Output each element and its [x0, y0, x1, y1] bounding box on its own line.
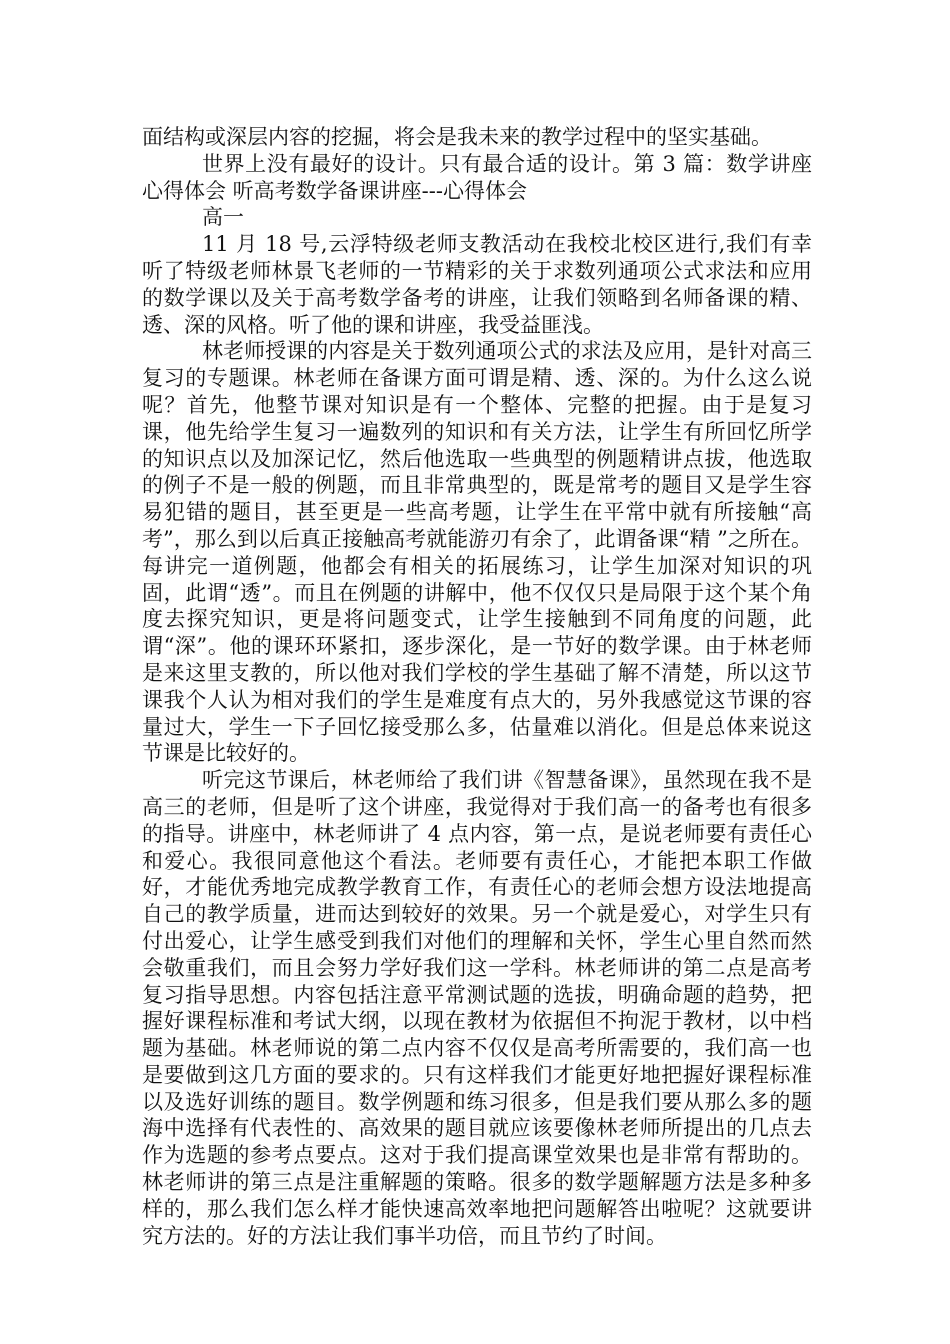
paragraph-grade-label: 高一	[202, 205, 244, 230]
paragraph-lecture-review: 听完这节课后，林老师给了我们讲《智慧备课》，虽然现在我不是高三的老师，但是听了这个讲座，我觉得对于我们高一的备考也有很多的指导。讲座中，林老师讲了 4 点内容，第一点，是说老师要有责任心和爱心。我很同意他这个看法。老师要有责任心，才能把本职工作做好，才能优秀地完成教学教育工作，有责任心的老师会想方设法地提高自己的教学质量，进而达到较好的效果。另一个就是爱心，对学生只有付出爱心，让学生感受到我们对他们的理解和关怀，学生心里自然而然会敬重我们，而且会努力学好我们这一学科。林老师讲的第二点是高考复习指导思想。内容包括注意平常测试题的选拔，明确命题的趋势，把握好课程标准和考试大纲，以现在教材为依据但不拘泥于教材，以中档题为基础。林老师说的第二点内容不仅仅是高考所需要的，我们高一也是要做到这几方面的要求的。只有这样我们才能更好地把握好课程标准以及选好训练的题目。数学例题和练习很多，但是我们要从那么多的题海中选择有代表性的、高效果的题目就应该要像林老师所提出的几点去作为选题的参考点要点。这对于我们提高课堂效果也是非常有帮助的。林老师讲的第三点是注重解题的策略。很多的数学题解题方法是多种多样的，那么我们怎么样才能快速高效率地把问题解答出啦呢？这就要讲究方法的。好的方法让我们事半功倍，而且节约了时间。	[142, 768, 812, 1248]
paragraph-continuation: 面结构或深层内容的挖掘，将会是我未来的教学过程中的坚实基础。	[142, 125, 772, 149]
paragraph-lesson-review: 林老师授课的内容是关于数列通项公式的求法及应用，是针对高三复习的专题课。林老师在备课方面可谓是精、透、深的。为什么这么说呢？首先，他整节课对知识是有一个整体、完整的把握。由于是复习课，他先给学生复习一遍数列的知识和有关方法，让学生有所回忆所学的知识点以及加深记忆，然后他选取一些典型的例题精讲点拔，他选取的例子不是一般的例题，而且非常典型的，既是常考的题目又是学生容易犯错的题目，甚至更是一些高考题，让学生在平常中就有所接触“高考”，那么到以后真正接触高考就能游刃有余了，此谓备课“精 ”之所在。每讲完一道例题，他都会有相关的拓展练习，让学生加深对知识的巩固，此谓“透”。而且在例题的讲解中，他不仅仅只是局限于这个某个角度去探究知识，更是将问题变式，让学生接触到不同角度的问题，此谓“深”。他的课环环紧扣，逐步深化，是一节好的数学课。由于林老师是来这里支教的，所以他对我们学校的学生基础了解不清楚，所以这节课我个人认为相对我们的学生是难度有点大的，另外我感觉这节课的容量过大，学生一下子回忆接受那么多，估量难以消化。但是总体来说这节课是比较好的。	[142, 339, 812, 766]
paragraph-event-intro: 11 月 18 号,云浮特级老师支教活动在我校北校区进行,我们有幸听了特级老师林景飞老师的一节精彩的关于求数列通项公式求法和应用的数学课以及关于高考数学备考的讲座，让我们领略到名师备课的精、透、深的风格。听了他的课和讲座，我受益匪浅。	[142, 232, 812, 337]
document-body	[142, 124, 812, 1249]
paragraph-heading-intro: 世界上没有最好的设计。只有最合适的设计。第 3 篇：数学讲座心得体会 听高考数学备课讲座---心得体会	[142, 151, 812, 203]
